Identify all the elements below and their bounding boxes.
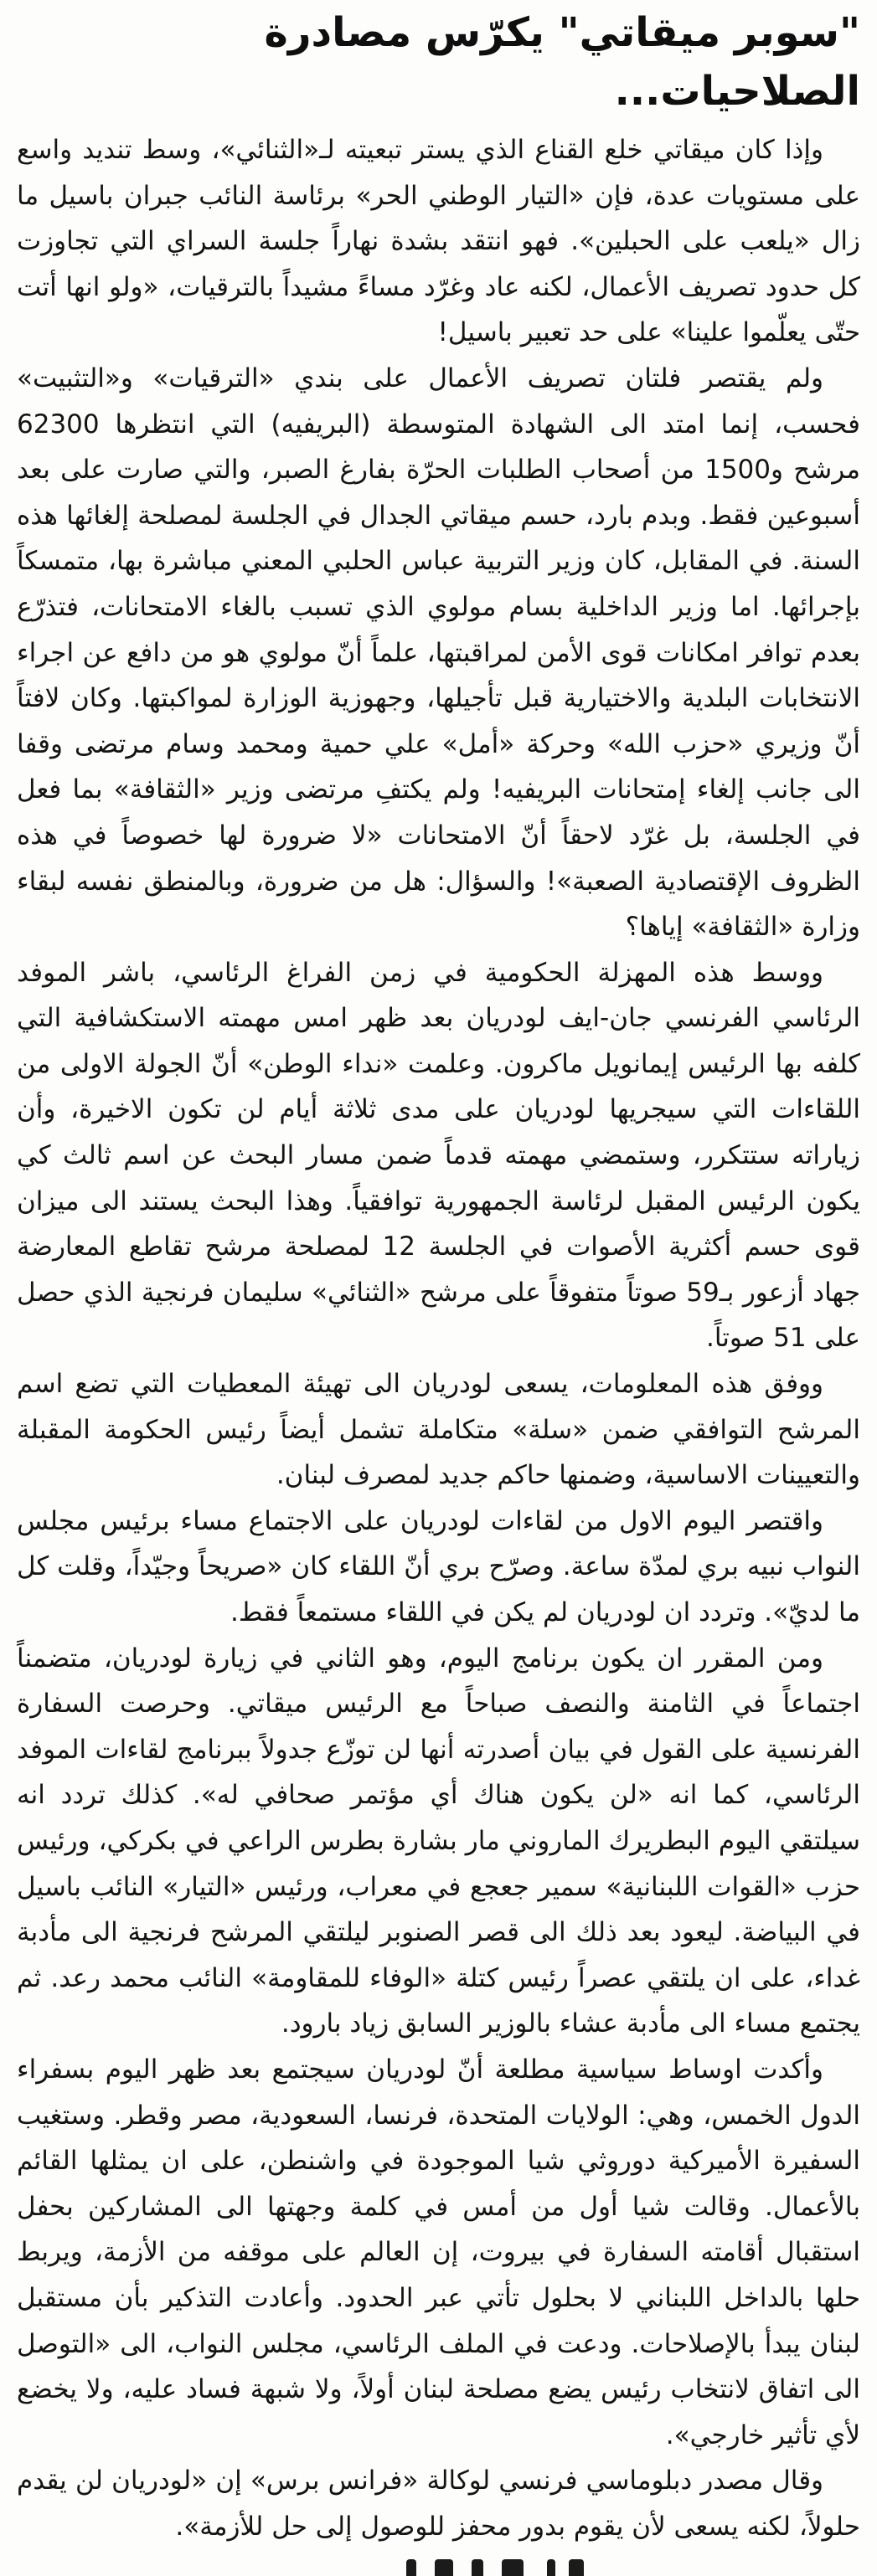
article-paragraph-5: واقتصر اليوم الاول من لقاءات لودريان على الاجتماع مساء برئيس مجلس النواب نبيه بري لمدّة ساعة. وصرّح بري أنّ اللقاء كان «صريحاً وجيّداً، وقلت كل ما لديّ». وتردد ان لودريان لم يكن في اللقاء مستمعاً فقط. — [17, 1505, 860, 1627]
cropped-text-fragment — [17, 2551, 860, 2576]
article-paragraph-7: وأكدت اوساط سياسية مطلعة أنّ لودريان سيجتمع بعد ظهر اليوم بسفراء الدول الخمس، وهي: الولايات المتحدة، فرنسا، السعودية، مصر وقطر. وستغيب السفيرة الأميركية دوروثي شيا الموجودة في واشنطن، على ان يمثلها القائم بالأعمال. وقالت شيا أول من أمس في كلمة وجهتها الى المشاركين بحفل استقبال أقامته السفارة في بيروت، إن العالم على موقفه من الأزمة، ويربط حلها بالداخل اللبناني لا بحلول تأتي عبر الحدود. وأعادت التذكير بأن مستقبل لبنان يبدأ بالإصلاحات. ودعت في الملف الرئاسي، مجلس النواب، الى «التوصل الى اتفاق لانتخاب رئيس يضع مصلحة لبنان أولاً، ولا شبهة فساد عليه، ولا يخضع لأي تأثير خارجي». — [17, 2054, 860, 2450]
article-headline: "سوبر ميقاتي" يكرّس مصادرة الصلاحيات... — [264, 9, 860, 115]
article-body — [17, 127, 860, 2549]
article-paragraph-3: ووسط هذه المهزلة الحكومية في زمن الفراغ الرئاسي، باشر الموفد الرئاسي الفرنسي جان-ايف لودريان بعد ظهر امس مهمته الاستكشافية التي كلفه بها الرئيس إيمانويل ماكرون. وعلمت «نداء الوطن» أنّ الجولة الاولى من اللقاءات التي سيجريها لودريان على مدى ثلاثة أيام لن تكون الاخيرة، وأن زياراته ستتكرر، وستمضي مهمته قدماً ضمن مسار البحث عن اسم ثالث كي يكون الرئيس المقبل لرئاسة الجمهورية توافقياً. وهذا البحث يستند الى ميزان قوى حسم أكثرية الأصوات في الجلسة 12 لمصلحة مرشح تقاطع المعارضة جهاد أزعور بـ59 صوتاً متفوقاً على مرشح «الثنائي» سليمان فرنجية الذي حصل على 51 صوتاً. — [17, 957, 860, 1354]
article-paragraph-8: وقال مصدر دبلوماسي فرنسي لوكالة «فرانس برس» إن «لودريان لن يقدم حلولاً، لكنه يسعى لأن يقوم بدور محفز للوصول إلى حل للأزمة». — [17, 2465, 860, 2542]
article-paragraph-1: وإذا كان ميقاتي خلع القناع الذي يستر تبعيته لـ«الثنائي»، وسط تنديد واسع على مستويات عدة، فإن «التيار الوطني الحر» برئاسة النائب جبران باسيل ما زال «يلعب على الحبلين». فهو انتقد بشدة نهاراً جلسة السراي التي تجاوزت كل حدود تصريف الأعمال، لكنه عاد وغرّد مساءً مشيداً بالترقيات، «ولو انها أتت حتّى يعلّموا علينا» على حد تعبير باسيل! — [17, 135, 860, 348]
article-paragraph-2: ولم يقتصر فلتان تصريف الأعمال على بندي «الترقيات» و«التثبيت» فحسب، إنما امتد الى الشهادة المتوسطة (البريفيه) التي انتظرها 62300 مرشح و1500 من أصحاب الطلبات الحرّة بفارغ الصبر، والتي صارت على بعد أسبوعين فقط. وبدم بارد، حسم ميقاتي الجدال في الجلسة لمصلحة إلغائها هذه السنة. في المقابل، كان وزير التربية عباس الحلبي المعني مباشرة بها، متمسكاً بإجرائها. اما وزير الداخلية بسام مولوي الذي تسبب بالغاء الامتحانات، فتذرّع بعدم توافر امكانات قوى الأمن لمراقبتها، علماً أنّ مولوي هو من دافع عن اجراء الانتخابات البلدية والاختيارية قبل تأجيلها، وجهوزية الوزارة لمواكبتها. وكان لافتاً أنّ وزيري «حزب الله» وحركة «أمل» علي حمية ومحمد وسام مرتضى وقفا الى جانب إلغاء إمتحانات البريفيه! ولم يكتفِ مرتضى وزير «الثقافة» بما فعل في الجلسة، بل غرّد لاحقاً أنّ الامتحانات «لا ضرورة لها خصوصاً في هذه الظروف الإقتصادية الصعبة»! والسؤال: هل من ضرورة، وبالمنطق نفسه لبقاء وزارة «الثقافة» إياها؟ — [17, 362, 860, 943]
article-paragraph-4: ووفق هذه المعلومات، يسعى لودريان الى تهيئة المعطيات التي تضع اسم المرشح التوافقي ضمن «سلة» متكاملة تشمل أيضاً رئيس الحكومة المقبلة والتعيينات الاساسية، وضمنها حاكم جديد لمصرف لبنان. — [17, 1369, 860, 1491]
article-paragraph-6: ومن المقرر ان يكون برنامج اليوم، وهو الثاني في زيارة لودريان، متضمناً اجتماعاً في الثامنة والنصف صباحاً مع الرئيس ميقاتي. وحرصت السفارة الفرنسية على القول في بيان أصدرته أنها لن توزّع جدولاً ببرنامج لقاءات الموفد الرئاسي، كما انه «لن يكون هناك أي مؤتمر صحافي له». كذلك تردد انه سيلتقي اليوم البطريرك الماروني مار بشارة بطرس الراعي في بكركي، ورئيس حزب «القوات اللبنانية» سمير جعجع في معراب، ورئيس «التيار» النائب باسيل في البياضة. ليعود بعد ذلك الى قصر الصنوبر ليلتقي المرشح فرنجية الى مأدبة غداء، على ان يلتقي عصراً رئيس كتلة «الوفاء للمقاومة» النائب محمد رعد. ثم يجتمع مساء الى مأدبة عشاء بالوزير السابق زياد بارود. — [17, 1643, 860, 2039]
